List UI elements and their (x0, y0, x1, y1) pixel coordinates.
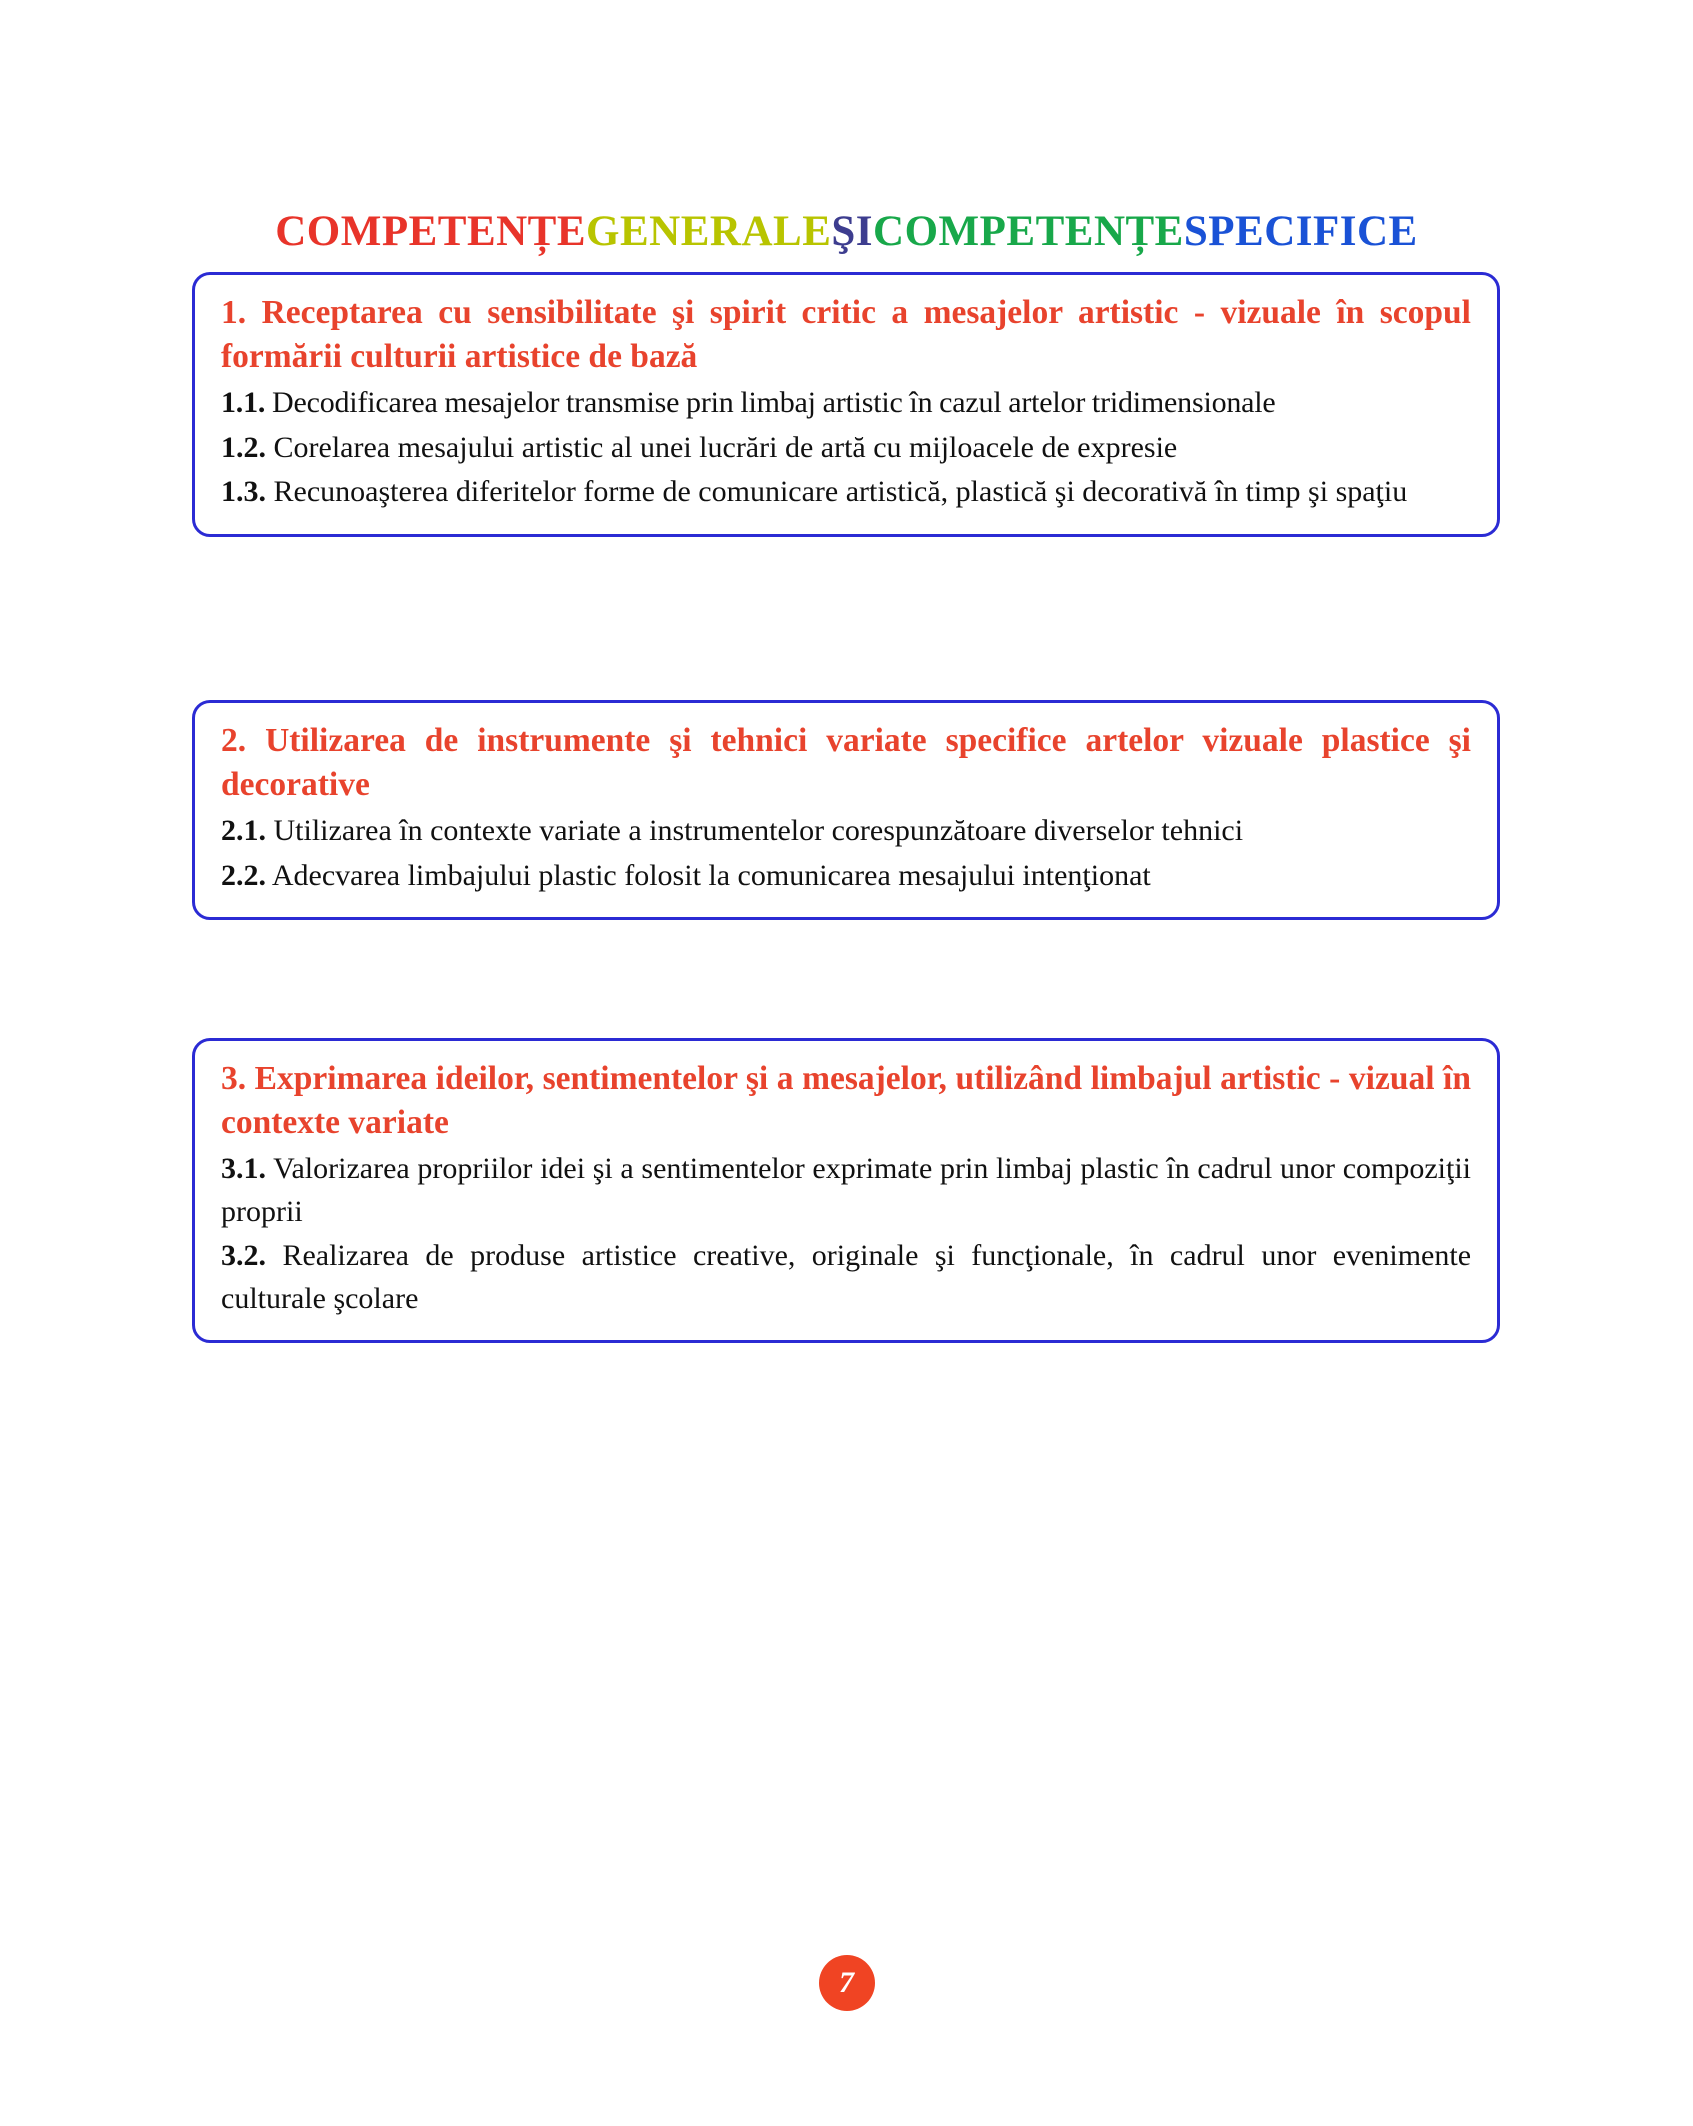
competency-box-2 (192, 700, 1500, 920)
competency-item-3-1 (221, 1148, 1471, 1233)
competency-item-2-2 (221, 855, 1471, 898)
competency-item-1-3 (221, 471, 1471, 514)
competency-item-number: 1.2. (221, 430, 266, 464)
competency-item-text: Valorizarea propriilor idei şi a sentimentelor exprimate prin limbaj plastic în cadrul unor compoziţii proprii (221, 1152, 1471, 1228)
title-part-specifice: SPECIFICE (1183, 207, 1418, 255)
competency-item-text: Recunoaşterea diferitelor forme de comunicare artistică, plastică şi decorativă în timp şi spaţiu (273, 475, 1408, 509)
competency-item-text: Corelarea mesajului artistic al unei lucrări de artă cu mijloacele de expresie (273, 430, 1178, 464)
competency-box-3 (192, 1038, 1500, 1343)
competency-item-3-2 (221, 1235, 1471, 1320)
competency-item-1-1 (221, 382, 1471, 425)
title-part-competente-2: COMPETENȚE (873, 207, 1184, 255)
competency-item-text: Adecvarea limbajului plastic folosit la comunicarea mesajului intenţionat (271, 858, 1151, 892)
competency-heading-3: 3. Exprimarea ideilor, sentimentelor şi a mesajelor, utilizând limbajul artistic - vizual în contexte variate (221, 1060, 1471, 1141)
competency-item-number: 1.3. (221, 475, 266, 509)
title-part-competente-generale-1: COMPETENȚE (275, 207, 587, 255)
competency-heading-2: 2. Utilizarea de instrumente şi tehnici variate specifice artelor vizuale plastice şi decorative (221, 722, 1471, 803)
competency-item-number: 3.1. (221, 1152, 266, 1186)
competency-item-number: 1.1. (221, 386, 266, 420)
title-part-generale: GENERALE (586, 207, 832, 255)
competency-item-number: 2.1. (221, 814, 266, 848)
competency-item-text: Utilizarea în contexte variate a instrumentelor corespunzătoare diverselor tehnici (273, 814, 1244, 848)
page-number-badge: 7 (819, 1955, 875, 2011)
competency-item-2-1 (221, 810, 1471, 853)
competency-item-text: Realizarea de produse artistice creative, originale şi funcţionale, în cadrul unor evenimente culturale şcolare (221, 1239, 1472, 1315)
competency-box-1 (192, 272, 1500, 537)
title-part-si: ŞI (831, 207, 874, 255)
competency-item-number: 3.2. (221, 1239, 266, 1273)
competency-item-number: 2.2. (221, 858, 266, 892)
competency-item-text: Decodificarea mesajelor transmise prin limbaj artistic în cazul artelor tridimensionale (272, 386, 1276, 420)
page-title (0, 207, 1693, 256)
competency-heading-1: 1. Receptarea cu sensibilitate şi spirit critic a mesajelor artistic - vizuale în scopul formării culturii artistice de bază (221, 294, 1471, 375)
competency-item-1-2 (221, 427, 1471, 470)
